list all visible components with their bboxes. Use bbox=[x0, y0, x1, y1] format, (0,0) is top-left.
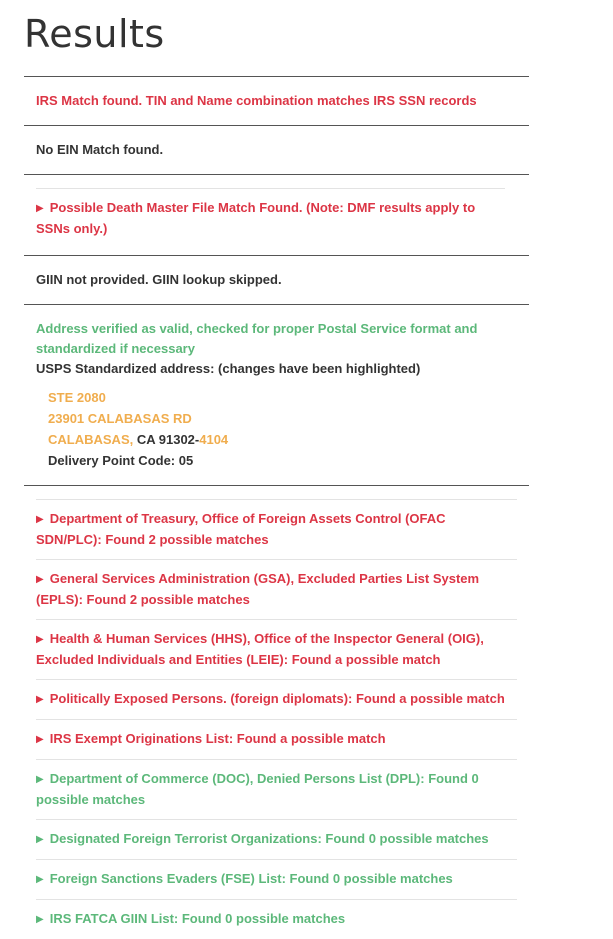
list-check-row[interactable] bbox=[36, 679, 517, 719]
standardized-address bbox=[36, 387, 517, 471]
list-check-label: IRS Exempt Originations List: Found a possible match bbox=[49, 731, 386, 746]
list-check-label: Foreign Sanctions Evaders (FSE) List: Found 0 possible matches bbox=[49, 871, 453, 886]
list-check-label: Department of Treasury, Office of Foreign Assets Control (OFAC SDN/PLC): Found 2 possible matches bbox=[36, 511, 446, 547]
list-check-row[interactable] bbox=[36, 899, 517, 939]
list-check-row[interactable] bbox=[36, 759, 517, 819]
triangle-right-icon: ▶ bbox=[36, 574, 44, 585]
triangle-right-icon: ▶ bbox=[36, 203, 44, 214]
triangle-right-icon: ▶ bbox=[36, 514, 44, 525]
dmf-match-label: Possible Death Master File Match Found. (Note: DMF results apply to SSNs only.) bbox=[36, 200, 476, 236]
address-city: CALABASAS, bbox=[48, 432, 134, 447]
results-panel bbox=[24, 76, 529, 939]
address-line-1: STE 2080 bbox=[48, 390, 106, 405]
list-check-label: IRS FATCA GIIN List: Found 0 possible matches bbox=[49, 911, 346, 926]
dmf-section bbox=[24, 174, 529, 255]
list-check-row[interactable] bbox=[36, 819, 517, 859]
list-check-label: Designated Foreign Terrorist Organizations: Found 0 possible matches bbox=[49, 831, 489, 846]
list-check-row[interactable] bbox=[36, 859, 517, 899]
list-check-label: General Services Administration (GSA), Excluded Parties List System (EPLS): Found 2 possible matches bbox=[36, 571, 480, 607]
giin-result: GIIN not provided. GIIN lookup skipped. bbox=[24, 255, 529, 304]
triangle-right-icon: ▶ bbox=[36, 834, 44, 845]
triangle-right-icon: ▶ bbox=[36, 634, 44, 645]
list-check-row[interactable] bbox=[36, 619, 517, 679]
triangle-right-icon: ▶ bbox=[36, 914, 44, 925]
dmf-match-toggle[interactable] bbox=[36, 188, 505, 239]
list-check-row[interactable] bbox=[36, 499, 517, 559]
delivery-point-code bbox=[48, 450, 517, 471]
triangle-right-icon: ▶ bbox=[36, 694, 44, 705]
triangle-right-icon: ▶ bbox=[36, 774, 44, 785]
address-state-zip: CA 91302- bbox=[133, 432, 200, 447]
list-check-row[interactable] bbox=[36, 719, 517, 759]
address-section bbox=[24, 304, 529, 486]
page-title: Results bbox=[24, 12, 165, 56]
list-checks bbox=[24, 486, 529, 939]
address-line-2: 23901 CALABASAS RD bbox=[48, 411, 192, 426]
dpc-label: Delivery Point Code: bbox=[48, 453, 176, 468]
triangle-right-icon: ▶ bbox=[36, 874, 44, 885]
address-city-line bbox=[48, 429, 517, 450]
list-check-label: Department of Commerce (DOC), Denied Persons List (DPL): Found 0 possible matches bbox=[36, 771, 479, 807]
address-zip4: 4104 bbox=[199, 432, 229, 447]
dpc-value: 05 bbox=[178, 453, 194, 468]
triangle-right-icon: ▶ bbox=[36, 734, 44, 745]
ein-match-result: No EIN Match found. bbox=[24, 125, 529, 174]
list-check-label: Politically Exposed Persons. (foreign diplomats): Found a possible match bbox=[49, 691, 505, 706]
list-check-label: Health & Human Services (HHS), Office of the Inspector General (OIG), Excluded Individuals and Entities (LEIE): Found a possible match bbox=[36, 631, 484, 667]
list-check-row[interactable] bbox=[36, 559, 517, 619]
address-status: Address verified as valid, checked for proper Postal Service format and standardized if necessary bbox=[36, 321, 478, 356]
irs-match-result: IRS Match found. TIN and Name combination matches IRS SSN records bbox=[24, 76, 529, 125]
address-heading: USPS Standardized address: (changes have been highlighted) bbox=[36, 361, 421, 376]
